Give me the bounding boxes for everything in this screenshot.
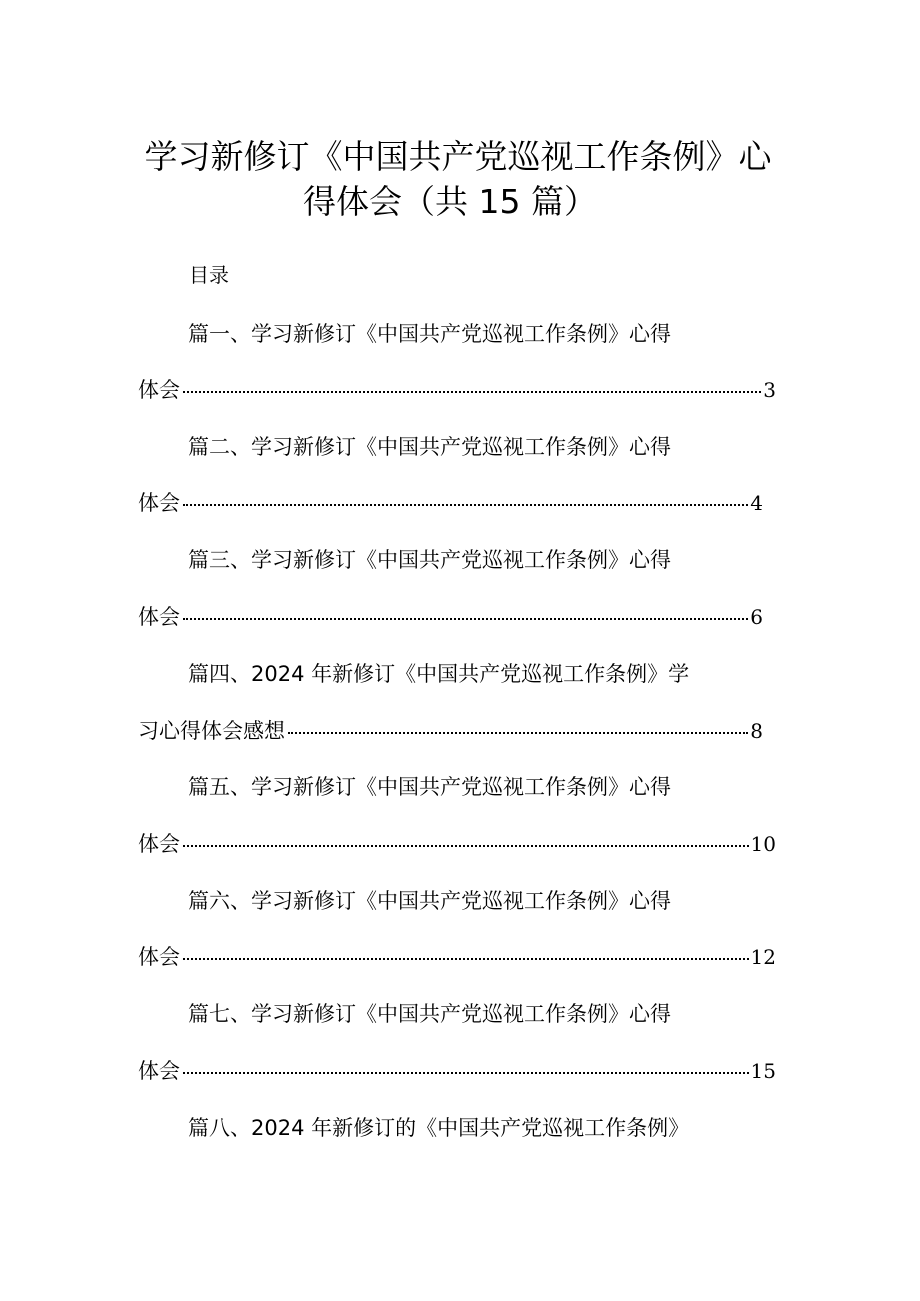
- toc-entry-3-continuation[interactable]: [138, 604, 763, 630]
- toc-entry-4-page: 8: [750, 719, 763, 743]
- toc-entry-2-title-end: 体会: [138, 491, 180, 515]
- dot-leader: [183, 504, 748, 506]
- toc-entry-6-continuation[interactable]: [138, 944, 776, 970]
- document-title-line-2: 得体会（共 15 篇）: [303, 182, 597, 221]
- document-title-line-1: 学习新修订《中国共产党巡视工作条例》心: [144, 137, 772, 176]
- toc-entry-2-title[interactable]: 篇二、学习新修订《中国共产党巡视工作条例》心得: [188, 435, 671, 459]
- toc-entry-2-page: 4: [750, 491, 763, 515]
- dot-leader: [183, 618, 748, 620]
- dot-leader: [183, 845, 749, 847]
- dot-leader: [183, 1072, 749, 1074]
- toc-entry-3-page: 6: [750, 605, 763, 629]
- toc-entry-4-title-end: 习心得体会感想: [138, 719, 285, 743]
- toc-entry-5-title[interactable]: 篇五、学习新修订《中国共产党巡视工作条例》心得: [188, 775, 671, 799]
- dot-leader: [183, 958, 749, 960]
- toc-entry-8-title[interactable]: 篇八、2024 年新修订的《中国共产党巡视工作条例》: [188, 1116, 690, 1140]
- toc-entry-1-page: 3: [763, 378, 776, 402]
- toc-entry-5-title-end: 体会: [138, 832, 180, 856]
- toc-entry-7-page: 15: [750, 1059, 776, 1083]
- dot-leader: [288, 732, 748, 734]
- toc-entry-7-title-end: 体会: [138, 1059, 180, 1083]
- toc-entry-4-continuation[interactable]: [138, 718, 763, 744]
- toc-entry-5-continuation[interactable]: [138, 831, 776, 857]
- toc-entry-6-title[interactable]: 篇六、学习新修订《中国共产党巡视工作条例》心得: [188, 889, 671, 913]
- toc-entry-3-title[interactable]: 篇三、学习新修订《中国共产党巡视工作条例》心得: [188, 548, 671, 572]
- toc-entry-1-title[interactable]: 篇一、学习新修订《中国共产党巡视工作条例》心得: [188, 322, 671, 346]
- toc-entry-7-title[interactable]: 篇七、学习新修订《中国共产党巡视工作条例》心得: [188, 1002, 671, 1026]
- toc-entry-1-title-end: 体会: [138, 378, 180, 402]
- toc-entry-6-title-end: 体会: [138, 945, 180, 969]
- toc-entry-4-title[interactable]: 篇四、2024 年新修订《中国共产党巡视工作条例》学: [188, 662, 690, 686]
- toc-entry-7-continuation[interactable]: [138, 1058, 776, 1084]
- dot-leader: [183, 391, 761, 393]
- toc-heading: 目录: [189, 263, 229, 287]
- toc-entry-2-continuation[interactable]: [138, 490, 763, 516]
- toc-entry-6-page: 12: [750, 945, 776, 969]
- toc-entry-3-title-end: 体会: [138, 605, 180, 629]
- toc-entry-5-page: 10: [750, 832, 776, 856]
- toc-entry-1-continuation[interactable]: [138, 377, 776, 403]
